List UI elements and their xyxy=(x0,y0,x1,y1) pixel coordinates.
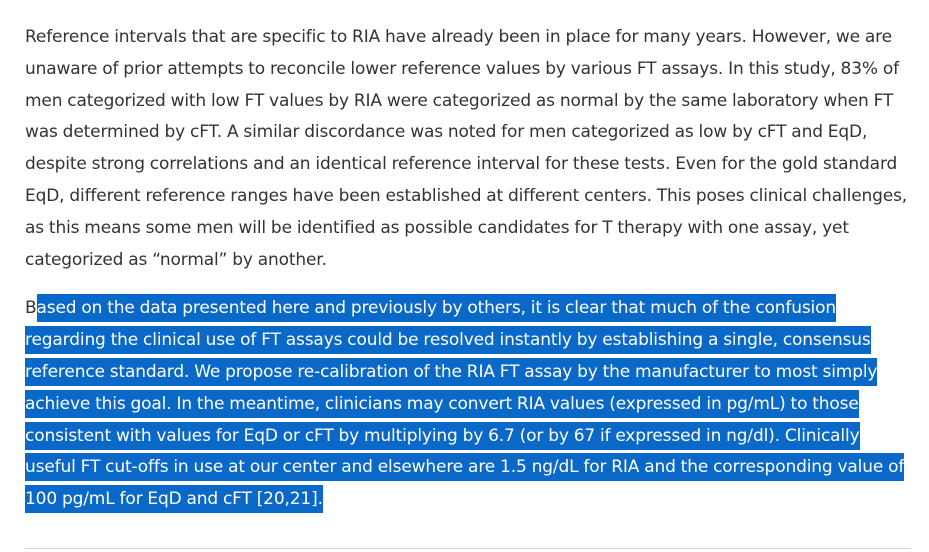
section-divider xyxy=(25,548,911,549)
paragraph-consensus-standard[interactable] xyxy=(25,293,911,516)
text-selection-highlight[interactable]: ased on the data presented here and previously by others, it is clear that much of the confusion regarding the clinical use of FT assays could be resolved instantly by establishing a single, consensus reference standard. We propose re-calibration of the RIA FT assay by the manufacturer to most simply achieve this goal. In the meantime, clinicians may convert RIA values (expressed in pg/mL) to those consistent with values for EqD or cFT by multiplying by 6.7 (or by 67 if expressed in ng/dl). Clinically useful FT cut-offs in use at our center and elsewhere are 1.5 ng/dL for RIA and the corresponding value of 100 pg/mL for EqD and cFT [20,21]. xyxy=(25,294,904,513)
paragraph-reference-intervals[interactable]: Reference intervals that are specific to RIA have already been in place for many years. However, we are unaware of prior attempts to reconcile lower reference values by various FT assays. In this study, 83% of men categorized with low FT values by RIA were categorized as normal by the same laboratory when FT was determined by cFT. A similar discordance was noted for men categorized as low by cFT and EqD, despite strong correlations and an identical reference interval for these tests. Even for the gold standard EqD, different reference ranges have been established at different centers. This poses clinical challenges, as this means some men will be identified as possible candidates for T therapy with one assay, yet categorized as “normal” by another. xyxy=(25,27,908,270)
unselected-text[interactable]: B xyxy=(25,298,37,319)
article-body xyxy=(25,22,911,516)
